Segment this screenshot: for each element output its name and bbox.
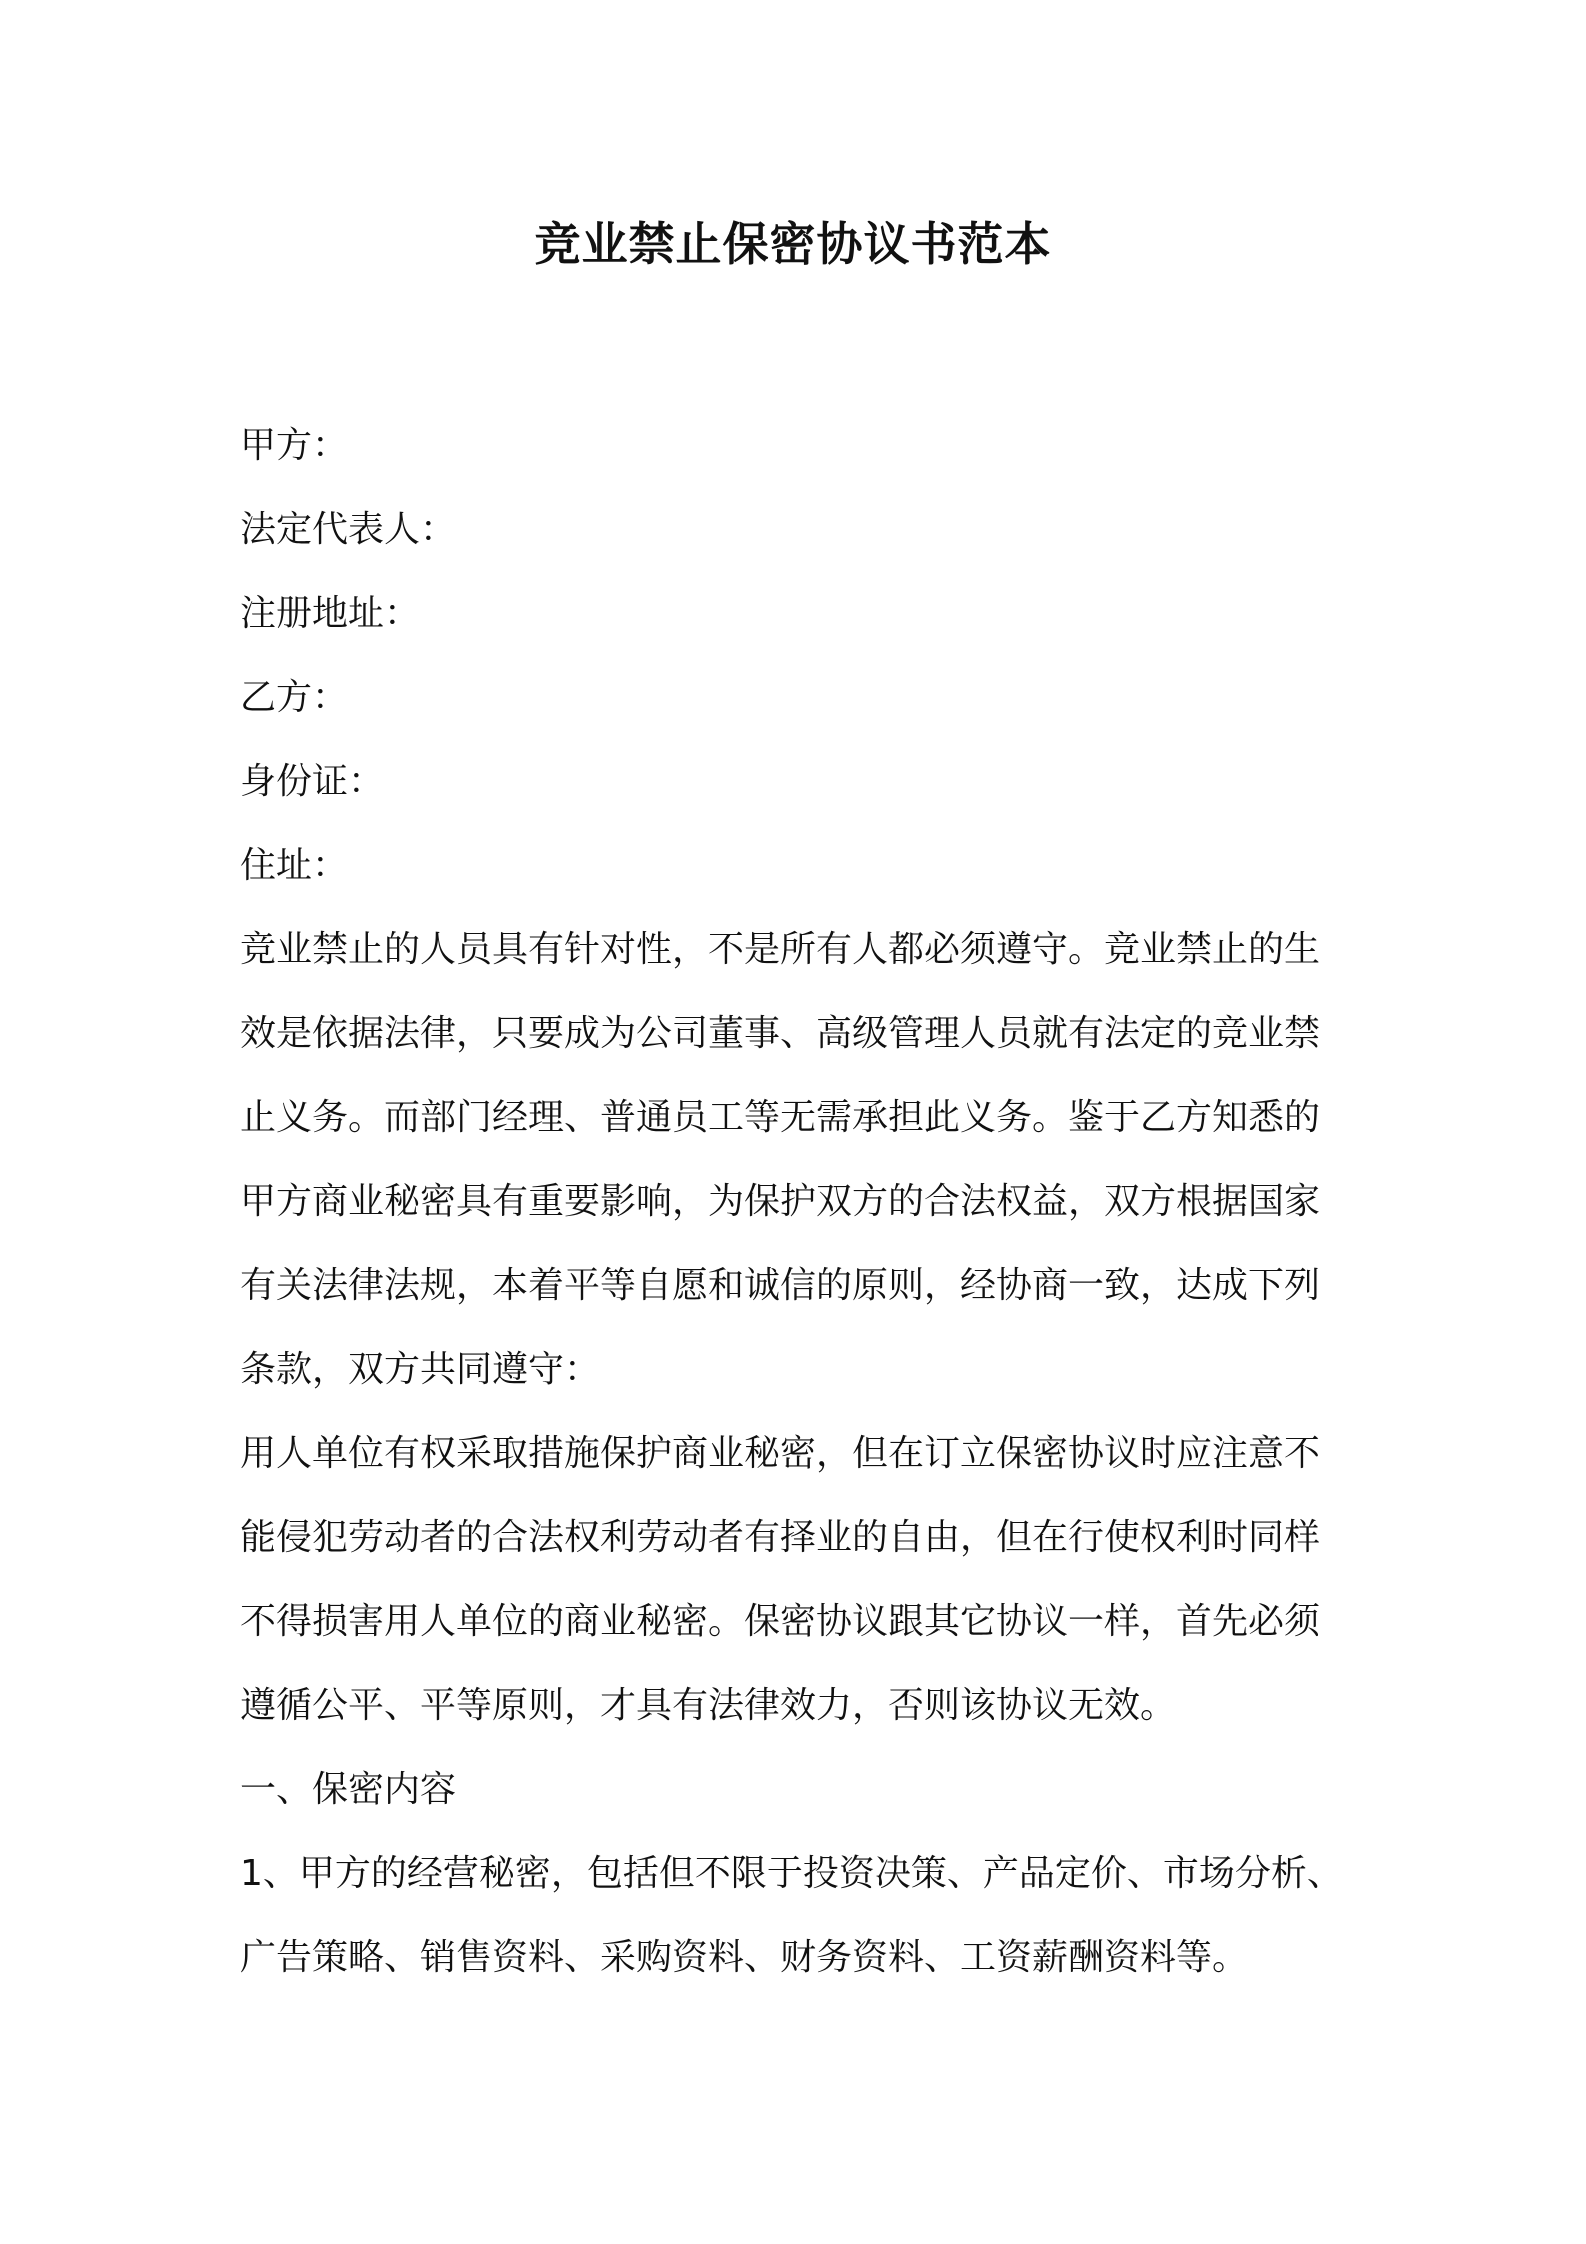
document-title: 竞业禁止保密协议书范本 [534,217,1052,271]
field-legal-representative: 法定代表人： [240,509,457,550]
clause-line: 1、甲方的经营秘密，包括但不限于投资决策、产品定价、市场分析、 [240,1853,1343,1894]
paragraph-line: 止义务。而部门经理、普通员工等无需承担此义务。鉴于乙方知悉的 [240,1097,1321,1138]
paragraph-line: 效是依据法律，只要成为公司董事、高级管理人员就有法定的竞业禁 [240,1013,1321,1054]
paragraph-line: 有关法律法规，本着平等自愿和诚信的原则，经协商一致，达成下列 [240,1265,1321,1306]
field-id-card: 身份证： [240,761,385,802]
field-registered-address: 注册地址： [240,593,421,634]
paragraph-line: 不得损害用人单位的商业秘密。保密协议跟其它协议一样，首先必须 [240,1601,1321,1642]
paragraph-line: 用人单位有权采取措施保护商业秘密，但在订立保密协议时应注意不 [240,1433,1321,1474]
section-heading: 一、保密内容 [240,1769,457,1810]
field-party-a: 甲方： [240,425,349,466]
paragraph-line: 遵循公平、平等原则，才具有法律效力，否则该协议无效。 [240,1685,1177,1726]
clause-line: 广告策略、销售资料、采购资料、财务资料、工资薪酬资料等。 [240,1937,1249,1978]
paragraph-line: 能侵犯劳动者的合法权利劳动者有择业的自由，但在行使权利时同样 [240,1517,1321,1558]
field-party-b: 乙方： [240,677,349,718]
party-fields [240,404,1360,908]
paragraph-line: 甲方商业秘密具有重要影响，为保护双方的合法权益，双方根据国家 [240,1181,1321,1222]
clause-1 [240,1832,1360,2000]
paragraph-line: 竞业禁止的人员具有针对性，不是所有人都必须遵守。竞业禁止的生 [240,929,1321,970]
paragraph-non-compete [240,908,1360,1412]
field-residence: 住址： [240,845,349,886]
document-body [240,404,1360,2000]
paragraph-line: 条款，双方共同遵守： [240,1349,601,1390]
paragraph-confidentiality [240,1412,1360,1748]
